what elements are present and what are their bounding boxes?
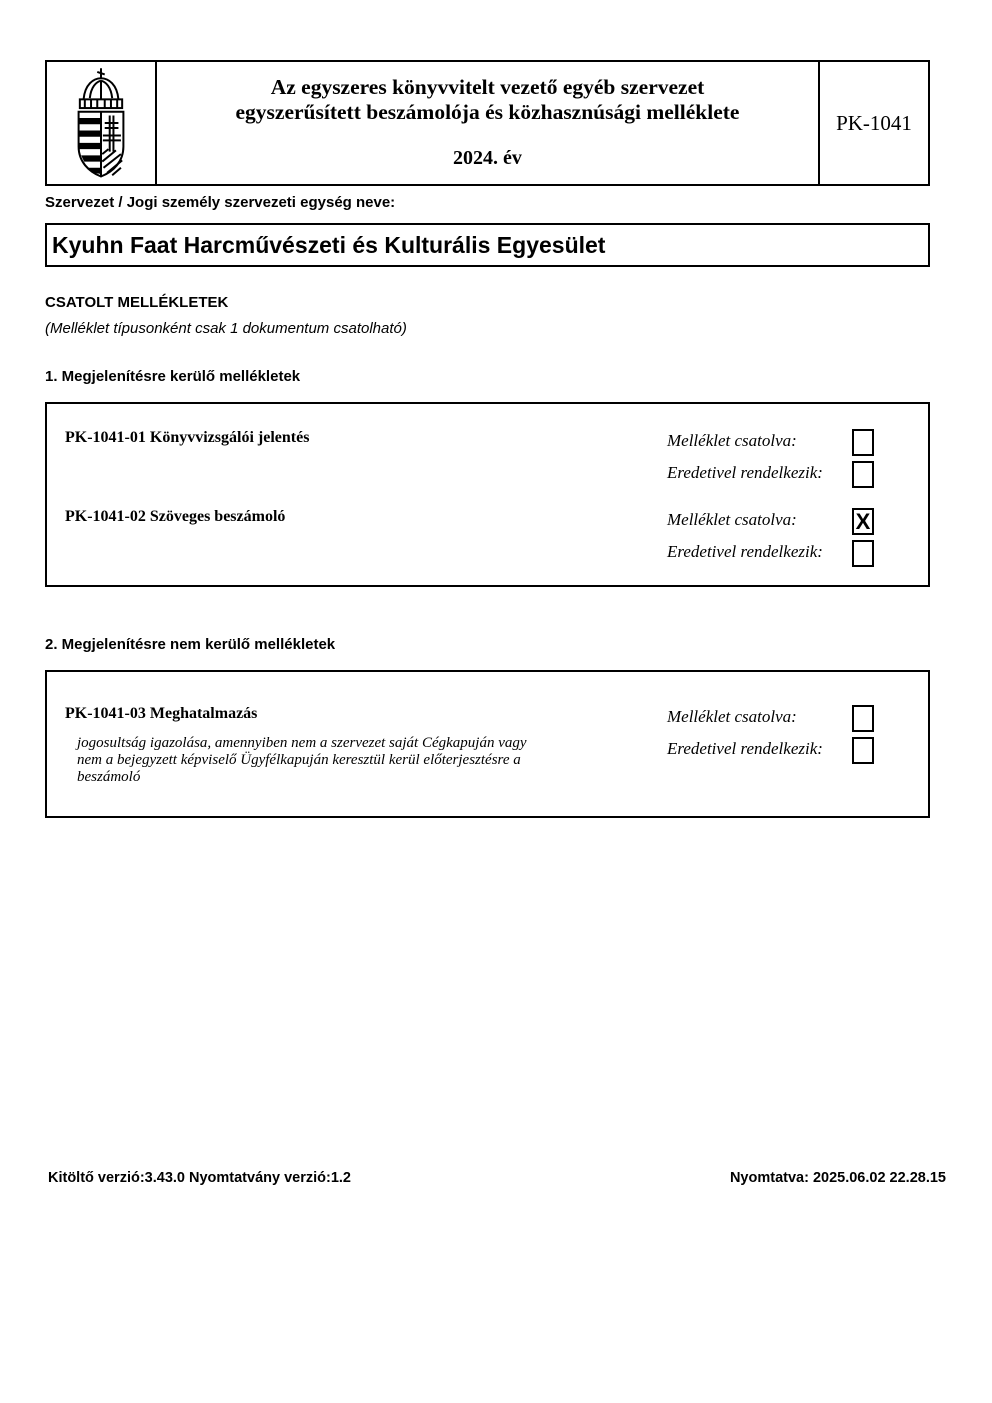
form-year: 2024. év xyxy=(453,146,522,169)
form-code: PK-1041 xyxy=(836,110,912,135)
attachment-row-pk-1041-03 xyxy=(65,705,912,785)
checkbox-original-pk-1041-02[interactable] xyxy=(852,540,874,567)
hungarian-coat-of-arms-icon xyxy=(47,62,157,184)
page-footer xyxy=(48,1170,946,1186)
attached-label: Melléklet csatolva: xyxy=(667,707,797,726)
footer-version-text: Kitöltő verzió:3.43.0 Nyomtatvány verzió:1.2 xyxy=(48,1170,351,1186)
checkbox-original-pk-1041-03[interactable] xyxy=(852,737,874,764)
attachment-row-pk-1041-02 xyxy=(65,508,912,570)
attached-label: Melléklet csatolva: xyxy=(667,431,797,450)
form-title-line1: Az egyszeres könyvvitelt vezető egyéb szervezet xyxy=(270,75,705,99)
org-name-field: Kyuhn Faat Harcművészeti és Kulturális Egyesület xyxy=(45,223,930,267)
group-2-box xyxy=(45,670,930,818)
checkbox-check-mark: X xyxy=(855,508,871,534)
checkbox-attached-pk-1041-02[interactable] xyxy=(852,508,874,535)
footer-printed-text: Nyomtatva: 2025.06.02 22.28.15 xyxy=(729,1170,946,1186)
form-title-cell xyxy=(157,62,820,184)
coat-of-arms-graphic xyxy=(63,67,139,179)
original-label: Eredetivel rendelkezik: xyxy=(667,542,823,561)
form-title-line2: egyszerűsített beszámolója és közhasznúsági melléklete xyxy=(235,100,740,125)
original-label: Eredetivel rendelkezik: xyxy=(667,739,823,758)
group-1-box xyxy=(45,402,930,587)
attachment-row-pk-1041-01 xyxy=(65,429,912,491)
checkbox-attached-pk-1041-03[interactable] xyxy=(852,705,874,732)
original-label: Eredetivel rendelkezik: xyxy=(667,463,823,482)
group-1-heading: 1. Megjelenítésre kerülő mellékletek xyxy=(45,368,301,385)
checkbox-original-pk-1041-01[interactable] xyxy=(852,461,874,488)
attachment-code-title: PK-1041-03 Meghatalmazás xyxy=(65,705,258,722)
attachments-section-note: (Melléklet típusonként csak 1 dokumentum csatolható) xyxy=(45,320,407,337)
attachment-code-title: PK-1041-02 Szöveges beszámoló xyxy=(65,508,286,525)
form-header xyxy=(45,60,930,186)
group-2-heading: 2. Megjelenítésre nem kerülő mellékletek xyxy=(45,636,336,653)
org-name-label: Szervezet / Jogi személy szervezeti egység neve: xyxy=(45,194,396,211)
attachments-section-title: CSATOLT MELLÉKLETEK xyxy=(45,294,229,311)
attachment-description: jogosultság igazolása, amennyiben nem a szervezet saját Cégkapuján vagy nem a bejegyzett képviselő Ügyfélkapuján keresztül kerül előterjesztésre a beszámoló xyxy=(77,735,527,785)
checkbox-attached-pk-1041-01[interactable] xyxy=(852,429,874,456)
attached-label: Melléklet csatolva: xyxy=(667,510,797,529)
attachment-code-title: PK-1041-01 Könyvvizsgálói jelentés xyxy=(65,429,310,446)
